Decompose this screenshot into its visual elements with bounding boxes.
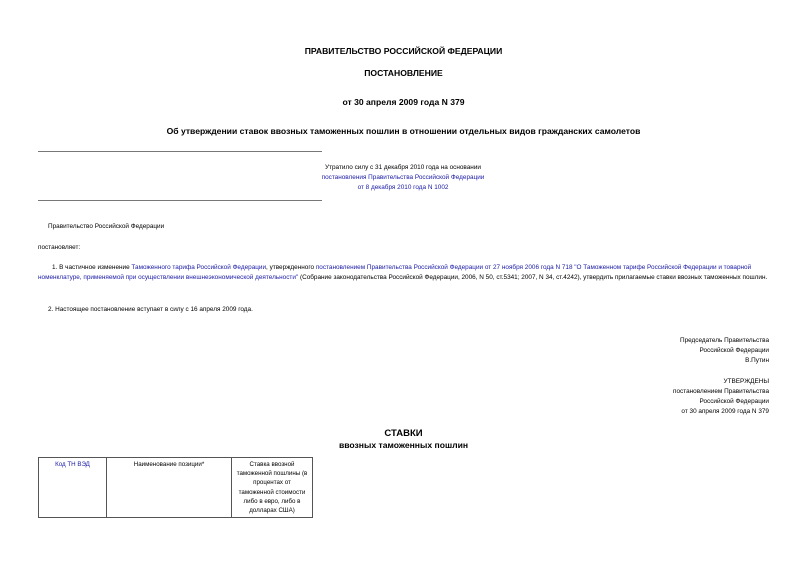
column-header-rate: Ставка ввозной таможенной пошлины (в процентах от таможенной стоимости либо в евро, либо в долларах США) [232,458,313,518]
status-note-text: Утратило силу с 31 декабря 2010 года на основании [325,164,481,171]
signature-org: Российской Федерации [699,347,769,354]
approval-line-3: Российской Федерации [699,398,769,405]
rates-title: СТАВКИ [384,428,423,439]
paragraph-1-end: (Собрание законодательства Российской Федерации, 2006, N 50, ст.5341; 2007, N 34, ст.4242), утвердить прилагаемые ставки ввозных таможенных пошлин. [298,274,768,281]
status-note-link-date[interactable]: от 8 декабря 2010 года N 1002 [357,184,449,191]
approval-heading: УТВЕРЖДЕНЫ [723,378,769,385]
column-header-name: Наименование позиции* [107,458,232,518]
intro-text: Правительство Российской Федерации [48,223,165,230]
approval-block [519,377,769,417]
table-header-row [39,458,313,518]
approval-line-2: постановлением Правительства [673,388,769,395]
tn-ved-code-link[interactable]: Код ТН ВЭД [55,461,90,468]
status-note-link[interactable]: постановления Правительства Российской Федерации [321,174,485,181]
rates-table [38,457,313,518]
paragraph-1-middle: , утвержденного [266,264,316,271]
paragraph-1-start: 1. В частичное изменение [52,264,132,271]
rates-subtitle: ввозных таможенных пошлин [338,440,469,450]
status-note [230,163,576,193]
column-header-code [39,458,107,518]
government-name: ПРАВИТЕЛЬСТВО РОССИЙСКОЙ ФЕДЕРАЦИИ [304,46,503,56]
divider-top [38,151,322,152]
signature-block [519,336,769,366]
paragraph-1 [38,263,770,283]
document-type: ПОСТАНОВЛЕНИЕ [364,68,443,78]
approval-date: от 30 апреля 2009 года N 379 [681,408,769,415]
resolution-718-link[interactable]: постановлением Правительства Российской Федерации от 27 ноября 2006 года N 718 "О Таможенном тарифе Российской Федерации и товарной номенклатуре, применяемой при осуществлении внешнеэкономической деятельности" [38,264,752,281]
divider-bottom [38,200,322,201]
document-date-number: от 30 апреля 2009 года N 379 [342,97,465,107]
customs-tariff-link[interactable]: Таможенного тарифа Российской Федерации [131,264,267,271]
document-title: Об утверждении ставок ввозных таможенных пошлин в отношении отдельных видов гражданских самолетов [166,126,641,136]
signature-name: В.Путин [745,357,769,364]
paragraph-2: 2. Настоящее постановление вступает в силу с 16 апреля 2009 года. [48,306,253,313]
decrees-text: постановляет: [38,244,81,251]
signature-position: Председатель Правительства [680,337,769,344]
